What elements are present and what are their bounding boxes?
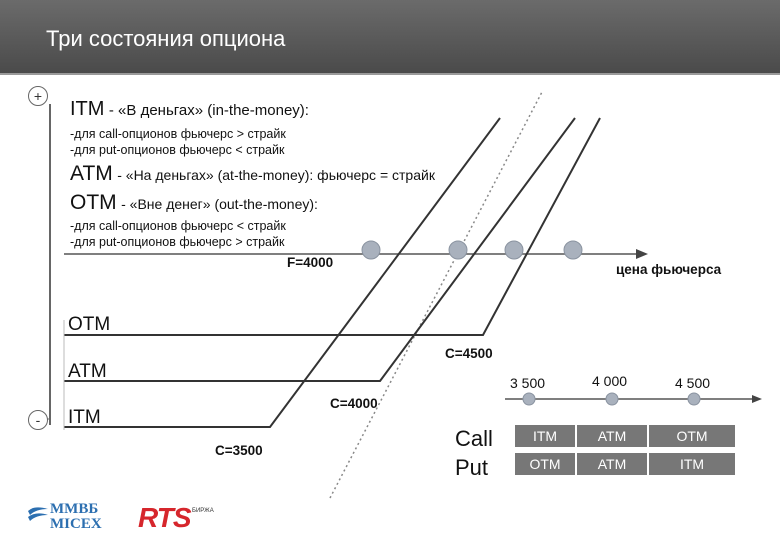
plus-sign: + — [28, 86, 48, 106]
price-dot — [606, 393, 618, 405]
page-title: Три состояния опциона — [46, 26, 286, 51]
otm-put-rule: -для put-опционов фьючерс > страйк — [70, 235, 285, 249]
otm-definition — [70, 191, 318, 215]
strike-4500-label: C=4500 — [445, 346, 493, 361]
payoff-line-c4000 — [64, 118, 575, 381]
minus-sign: - — [28, 410, 48, 430]
atm-definition — [70, 162, 435, 186]
baseline-dot — [505, 241, 523, 259]
axis-arrow — [636, 249, 648, 259]
put-cell-4500: ITM — [649, 453, 735, 475]
call-cell-4000: ATM — [577, 425, 647, 447]
price-axis-arrow — [752, 395, 762, 403]
moex-logo-icon — [26, 503, 50, 525]
baseline-dot — [449, 241, 467, 259]
put-cell-3500: OTM — [515, 453, 575, 475]
futures-axis-label: цена фьючерса — [616, 262, 722, 277]
level-otm-label: OTM — [68, 314, 111, 335]
price-tick-4500: 4 500 — [675, 375, 711, 391]
price-dot — [688, 393, 700, 405]
baseline-dot — [362, 241, 380, 259]
otm-call-rule: -для call-опционов фьючерс < страйк — [70, 219, 286, 233]
call-cell-3500: ITM — [515, 425, 575, 447]
price-dot — [523, 393, 535, 405]
put-label: Put — [455, 455, 489, 480]
itm-text: - «В деньгах» (in-the-money): — [108, 102, 309, 119]
itm-call-rule: -для call-опционов фьючерс > страйк — [70, 127, 286, 141]
call-label: Call — [455, 426, 493, 451]
call-cell-4500: OTM — [649, 425, 735, 447]
rts-logo: RTS — [138, 502, 191, 533]
price-tick-4000: 4 000 — [592, 373, 628, 389]
moex-logo: ММВБ MICEX — [50, 501, 102, 532]
dotted-line — [330, 92, 542, 498]
itm-put-rule: -для put-опционов фьючерс < страйк — [70, 143, 285, 157]
baseline-dot — [564, 241, 582, 259]
rts-logo-sub: БИРЖА — [192, 508, 214, 514]
level-atm-label: ATM — [68, 361, 107, 382]
otm-text: - «Вне денег» (out-the-money): — [121, 196, 318, 212]
strike-3500-label: C=3500 — [215, 443, 263, 458]
futures-label: F=4000 — [287, 255, 334, 270]
price-tick-3500: 3 500 — [510, 375, 546, 391]
atm-abbr: ATM — [70, 162, 113, 185]
strike-4000-label: C=4000 — [330, 396, 378, 411]
atm-text: - «На деньгах» (at-the-money): фьючерс = страйк — [117, 167, 435, 183]
itm-definition — [70, 98, 309, 121]
otm-abbr: OTM — [70, 191, 117, 214]
level-itm-label: ITM — [68, 407, 101, 428]
itm-abbr: ITM — [70, 98, 105, 120]
put-cell-4000: ATM — [577, 453, 647, 475]
